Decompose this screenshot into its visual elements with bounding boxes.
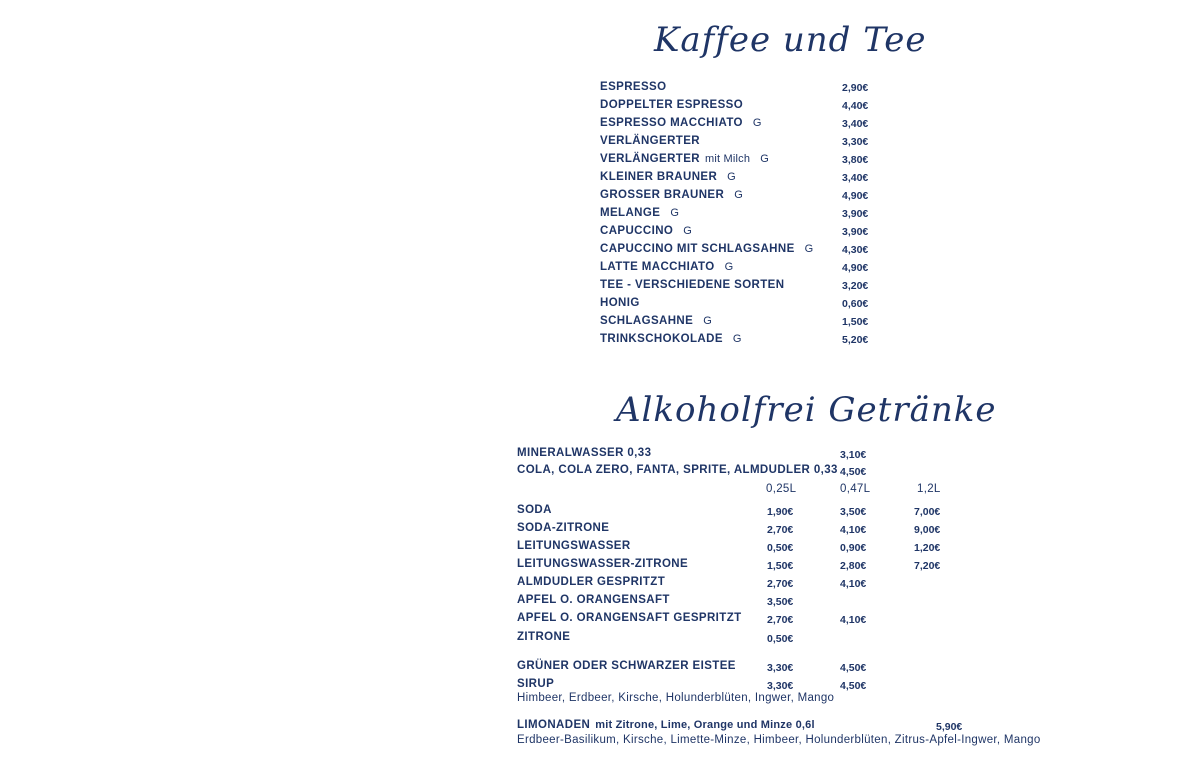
allergen-g-label: G bbox=[703, 315, 713, 327]
menu-item-name: APFEL O. ORANGENSAFT GESPRITZT bbox=[517, 612, 742, 624]
item-name: VERLÄNGERTER bbox=[600, 135, 701, 147]
menu-item-price: 4,10€ bbox=[840, 578, 867, 590]
allergen-g-label: G bbox=[732, 333, 742, 345]
item-name: MELANGE bbox=[600, 207, 661, 219]
size-column-header: 0,25L bbox=[766, 483, 797, 495]
menu-item-name: ZITRONE bbox=[517, 631, 571, 643]
menu-item-price: 1,50€ bbox=[842, 316, 869, 328]
section-title-softdrinks: Alkoholfrei Getränke bbox=[616, 390, 997, 430]
menu-item-price: 2,70€ bbox=[767, 524, 794, 536]
menu-item-price: 2,70€ bbox=[767, 578, 794, 590]
menu-item-price: 5,90€ bbox=[936, 721, 963, 733]
menu-item-price: 4,50€ bbox=[840, 680, 867, 692]
item-name: CAPUCCINO MIT SCHLAGSAHNE bbox=[600, 243, 795, 255]
menu-item-price: 4,10€ bbox=[840, 524, 867, 536]
menu-item-price: 1,50€ bbox=[767, 560, 794, 572]
menu-item-name bbox=[600, 81, 666, 93]
allergen-g-label: G bbox=[683, 225, 693, 237]
menu-item-name bbox=[600, 225, 692, 237]
size-column-header: 1,2L bbox=[917, 483, 941, 495]
menu-item-price: 3,50€ bbox=[767, 596, 794, 608]
item-name: DOPPELTER ESPRESSO bbox=[600, 99, 744, 111]
menu-item-name bbox=[600, 297, 640, 309]
allergen-g-label: G bbox=[760, 153, 770, 165]
menu-item-name bbox=[600, 261, 734, 273]
menu-item-price: 3,40€ bbox=[842, 118, 869, 130]
menu-item-price: 2,80€ bbox=[840, 560, 867, 572]
menu-item-price: 4,50€ bbox=[840, 662, 867, 674]
item-name: TEE - VERSCHIEDENE SORTEN bbox=[600, 279, 785, 291]
menu-item-price: 4,30€ bbox=[842, 244, 869, 256]
allergen-g-label: G bbox=[734, 189, 744, 201]
menu-item-name bbox=[600, 279, 784, 291]
menu-item-price: 3,30€ bbox=[767, 680, 794, 692]
item-name: LIMONADEN bbox=[517, 719, 591, 731]
menu-item-name bbox=[600, 315, 712, 327]
item-note: mit Zitrone, Lime, Orange und Minze 0,6l bbox=[595, 719, 815, 731]
menu-item-price: 3,30€ bbox=[842, 136, 869, 148]
item-name: SCHLAGSAHNE bbox=[600, 315, 694, 327]
menu-item-price: 3,30€ bbox=[767, 662, 794, 674]
menu-item-price: 7,00€ bbox=[914, 506, 941, 518]
allergen-g-label: G bbox=[727, 171, 737, 183]
menu-item-name: APFEL O. ORANGENSAFT bbox=[517, 594, 670, 606]
menu-item-price: 4,90€ bbox=[842, 262, 869, 274]
menu-item-price: 4,50€ bbox=[840, 466, 867, 478]
item-name: TRINKSCHOKOLADE bbox=[600, 333, 723, 345]
menu-item-name bbox=[600, 171, 736, 183]
item-name: LATTE MACCHIATO bbox=[600, 261, 715, 273]
menu-item-name bbox=[600, 243, 814, 255]
section-title-coffee: Kaffee und Tee bbox=[654, 20, 927, 60]
menu-item-price: 4,10€ bbox=[840, 614, 867, 626]
menu-item-price: 4,40€ bbox=[842, 100, 869, 112]
menu-item-name bbox=[600, 117, 762, 129]
menu-item-name: LEITUNGSWASSER bbox=[517, 540, 631, 552]
item-name: VERLÄNGERTER bbox=[600, 153, 701, 165]
item-name: KLEINER BRAUNER bbox=[600, 171, 718, 183]
menu-item-price: 3,40€ bbox=[842, 172, 869, 184]
menu-item-name: SODA-ZITRONE bbox=[517, 522, 610, 534]
limonade-flavors: Erdbeer-Basilikum, Kirsche, Limette-Minze, Himbeer, Holunderblüten, Zitrus-Apfel-Ingwer, Mango bbox=[517, 734, 1041, 746]
item-name: ESPRESSO MACCHIATO bbox=[600, 117, 743, 129]
menu-item-price: 1,90€ bbox=[767, 506, 794, 518]
menu-item-name bbox=[600, 333, 742, 345]
menu-item-name: ALMDUDLER GESPRITZT bbox=[517, 576, 666, 588]
menu-item-name bbox=[600, 99, 743, 111]
item-note: mit Milch bbox=[705, 153, 751, 165]
menu-item-price: 0,90€ bbox=[840, 542, 867, 554]
sirup-flavors: Himbeer, Erdbeer, Kirsche, Holunderblüten, Ingwer, Mango bbox=[517, 692, 835, 704]
menu-item-name bbox=[600, 135, 700, 147]
item-name: ESPRESSO bbox=[600, 81, 667, 93]
menu-item-price: 7,20€ bbox=[914, 560, 941, 572]
allergen-g-label: G bbox=[670, 207, 680, 219]
menu-item-price: 1,20€ bbox=[914, 542, 941, 554]
menu-item-name: SODA bbox=[517, 504, 552, 516]
item-name: GROSSER BRAUNER bbox=[600, 189, 725, 201]
menu-item-price: 3,50€ bbox=[840, 506, 867, 518]
menu-item-price: 2,70€ bbox=[767, 614, 794, 626]
menu-item-name: SIRUP bbox=[517, 678, 555, 690]
allergen-g-label: G bbox=[724, 261, 734, 273]
menu-item-price: 4,90€ bbox=[842, 190, 869, 202]
size-column-header: 0,47L bbox=[840, 483, 871, 495]
menu-item-price: 0,50€ bbox=[767, 542, 794, 554]
menu-item-name: LEITUNGSWASSER-ZITRONE bbox=[517, 558, 689, 570]
menu-item-price: 3,10€ bbox=[840, 449, 867, 461]
menu-item-price: 3,90€ bbox=[842, 226, 869, 238]
menu-item-price: 2,90€ bbox=[842, 82, 869, 94]
menu-item-name: COLA, COLA ZERO, FANTA, SPRITE, ALMDUDLER 0,33 bbox=[517, 464, 838, 476]
menu-item-price: 9,00€ bbox=[914, 524, 941, 536]
item-name: CAPUCCINO bbox=[600, 225, 674, 237]
menu-item-name: MINERALWASSER 0,33 bbox=[517, 447, 652, 459]
menu-item-name: GRÜNER ODER SCHWARZER EISTEE bbox=[517, 660, 736, 672]
menu-item-price: 3,80€ bbox=[842, 154, 869, 166]
menu-item-name bbox=[600, 207, 679, 219]
menu-item-name bbox=[600, 189, 743, 201]
item-name: HONIG bbox=[600, 297, 640, 309]
menu-item-price: 3,90€ bbox=[842, 208, 869, 220]
menu-item-price: 0,60€ bbox=[842, 298, 869, 310]
menu-item-price: 5,20€ bbox=[842, 334, 869, 346]
menu-item-name bbox=[600, 153, 769, 165]
allergen-g-label: G bbox=[752, 117, 762, 129]
menu-item-price: 0,50€ bbox=[767, 633, 794, 645]
menu-item-price: 3,20€ bbox=[842, 280, 869, 292]
allergen-g-label: G bbox=[804, 243, 814, 255]
menu-item-name bbox=[517, 719, 815, 731]
